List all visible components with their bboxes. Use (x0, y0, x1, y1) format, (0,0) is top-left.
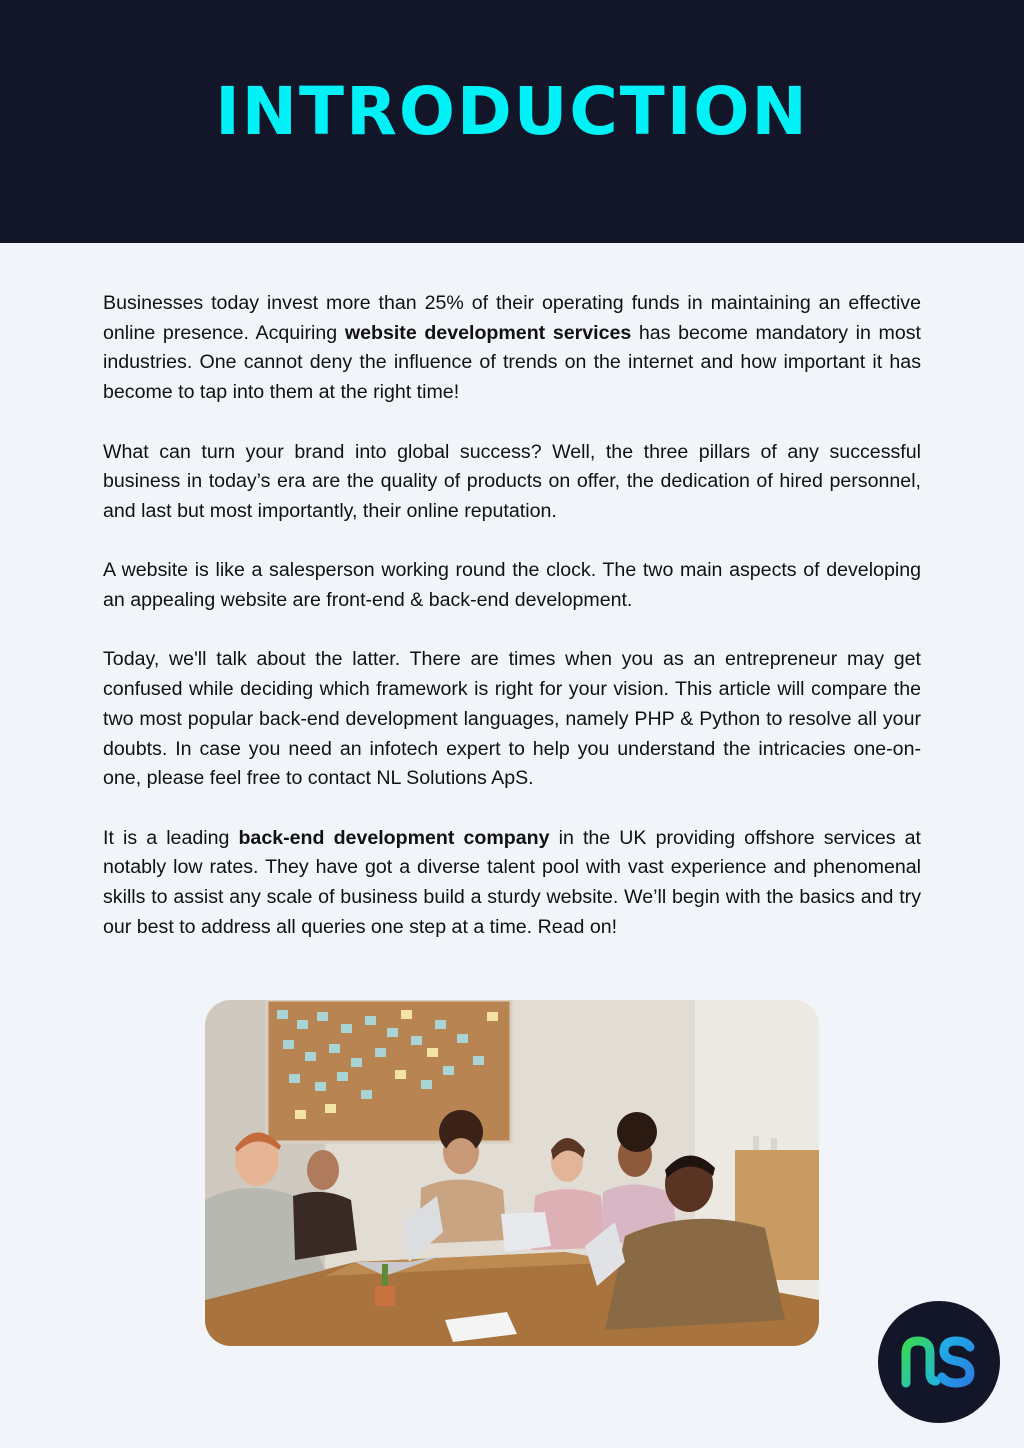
photo-illustration (205, 1000, 819, 1346)
ns-logo-mark (878, 1301, 1000, 1423)
page-header (0, 0, 1024, 243)
text-run: in the UK providing offshore services at notably low rates. They have got a diverse talent pool with vast experience and phenomenal skills to assist any scale of business build a sturdy website. We’ll begin with the basics and try our best to address all queries one step at a time. Read on! (103, 826, 921, 938)
page-title: INTRODUCTION (215, 73, 809, 150)
text-run: Businesses today invest more than 25% of their operating funds in maintaining an effective online presence. Acquiring (103, 292, 921, 344)
body-text (103, 289, 921, 972)
text-run: It is a leading (103, 826, 239, 849)
team-meeting-photo (205, 1000, 819, 1346)
ns-logo-icon (878, 1301, 1000, 1423)
paragraph-1 (103, 289, 921, 408)
paragraph-3 (103, 556, 921, 615)
text-run: has become mandatory in most industries. One cannot deny the influence of trends on the internet and how important it has become to tap into them at the right time! (103, 321, 922, 404)
text-run: A website is like a salesperson working round the clock. The two main aspects of developing an appealing website are front-end & back-end development. (103, 559, 921, 611)
bold-text-run: website development services (344, 321, 632, 344)
text-run: Today, we'll talk about the latter. There are times when you as an entrepreneur may get confused while deciding which framework is right for your vision. This article will compare the two most popular back-end development languages, namely PHP & Python to resolve all your doubts. In case you need an infotech expert to help you understand the intricacies one-on-one, please feel free to contact NL Solutions ApS. (103, 648, 921, 790)
bold-text-run: back-end development company (238, 826, 550, 849)
paragraph-5 (103, 824, 921, 943)
paragraph-4 (103, 645, 921, 794)
text-run: What can turn your brand into global success? Well, the three pillars of any successful business in today’s era are the quality of products on offer, the dedication of hired personnel, and last but most importantly, their online reputation. (103, 440, 921, 522)
paragraph-2 (103, 438, 921, 527)
